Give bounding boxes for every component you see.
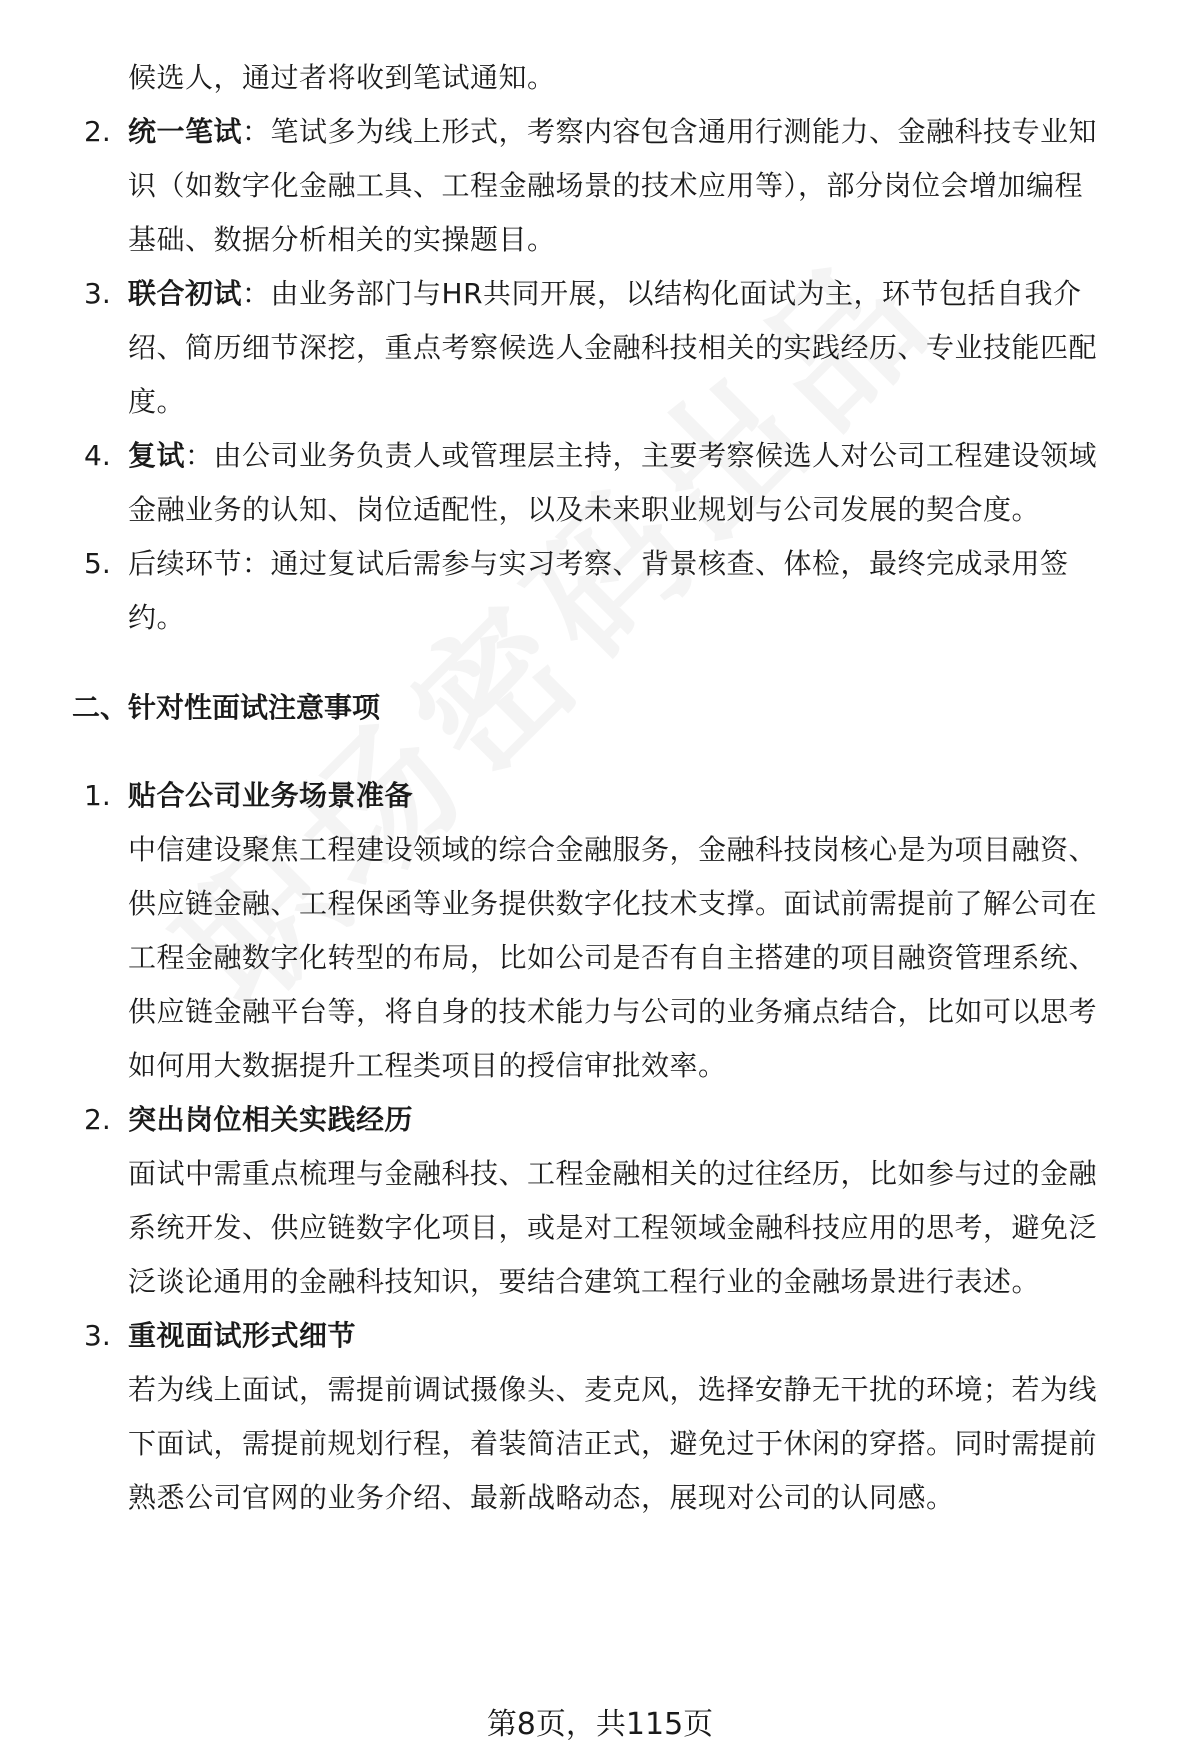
continuation-line: 候选人，通过者将收到笔试通知。: [128, 61, 556, 94]
list-item-line: 绍、简历细节深挖，重点考察候选人金融科技相关的实践经历、专业技能匹配: [128, 331, 1098, 364]
list-item-line: 后续环节：通过复试后需参与实习考察、背景核查、体检，最终完成录用签: [128, 547, 1069, 580]
list-item-line: 基础、数据分析相关的实操题目。: [128, 223, 556, 256]
item-lead: 复试: [128, 439, 186, 472]
item-text: ：由公司业务负责人或管理层主持，主要考察候选人对公司工程建设领域: [185, 439, 1098, 472]
list-number: 3.: [84, 1319, 111, 1352]
paragraph-line: 中信建设聚焦工程建设领域的综合金融服务，金融科技岗核心是为项目融资、: [128, 833, 1098, 866]
list-number: 2.: [84, 115, 111, 148]
list-number: 4.: [84, 439, 111, 472]
paragraph-line: 面试中需重点梳理与金融科技、工程金融相关的过往经历，比如参与过的金融: [128, 1157, 1098, 1190]
item-text: ：由业务部门与HR共同开展，以结构化面试为主，环节包括自我介: [242, 277, 1082, 310]
section-heading: 二、针对性面试注意事项: [72, 691, 381, 724]
list-item-line: 识（如数字化金融工具、工程金融场景的技术应用等），部分岗位会增加编程: [128, 169, 1084, 202]
item-lead: 统一笔试: [128, 115, 243, 148]
paragraph-line: 泛谈论通用的金融科技知识，要结合建筑工程行业的金融场景进行表述。: [128, 1265, 1041, 1298]
paragraph-line: 系统开发、供应链数字化项目，或是对工程领域金融科技应用的思考，避免泛: [128, 1211, 1098, 1244]
paragraph-line: 如何用大数据提升工程类项目的授信审批效率。: [128, 1049, 727, 1082]
paragraph-line: 供应链金融平台等，将自身的技术能力与公司的业务痛点结合，比如可以思考: [128, 995, 1098, 1028]
list-item-line: [128, 112, 1097, 152]
item-text: ：笔试多为线上形式，考察内容包含通用行测能力、金融科技专业知: [242, 115, 1098, 148]
list-number: 1.: [84, 779, 111, 812]
paragraph-line: 供应链金融、工程保函等业务提供数字化技术支撑。面试前需提前了解公司在: [128, 887, 1098, 920]
list-number: 2.: [84, 1103, 111, 1136]
paragraph-line: 若为线上面试，需提前调试摄像头、麦克风，选择安静无干扰的环境；若为线: [128, 1373, 1098, 1406]
item-title: 贴合公司业务场景准备: [128, 779, 414, 812]
paragraph-line: 工程金融数字化转型的布局，比如公司是否有自主搭建的项目融资管理系统、: [128, 941, 1098, 974]
item-title: 重视面试形式细节: [128, 1319, 357, 1352]
list-item-line: 约。: [128, 601, 186, 634]
list-number: 3.: [84, 277, 111, 310]
list-item-line: 度。: [128, 385, 186, 418]
paragraph-line: 熟悉公司官网的业务介绍、最新战略动态，展现对公司的认同感。: [128, 1481, 955, 1514]
list-number: 5.: [84, 547, 111, 580]
item-title: 突出岗位相关实践经历: [128, 1103, 414, 1136]
paragraph-line: 下面试，需提前规划行程，着装简洁正式，避免过于休闲的穿搭。同时需提前: [128, 1427, 1098, 1460]
page-number-footer: 第8页，共115页: [486, 1707, 714, 1742]
list-item-line: 金融业务的认知、岗位适配性，以及未来职业规划与公司发展的契合度。: [128, 493, 1041, 526]
item-lead: 联合初试: [128, 277, 243, 310]
list-item-line: [128, 274, 1082, 314]
list-item-line: [128, 436, 1097, 476]
